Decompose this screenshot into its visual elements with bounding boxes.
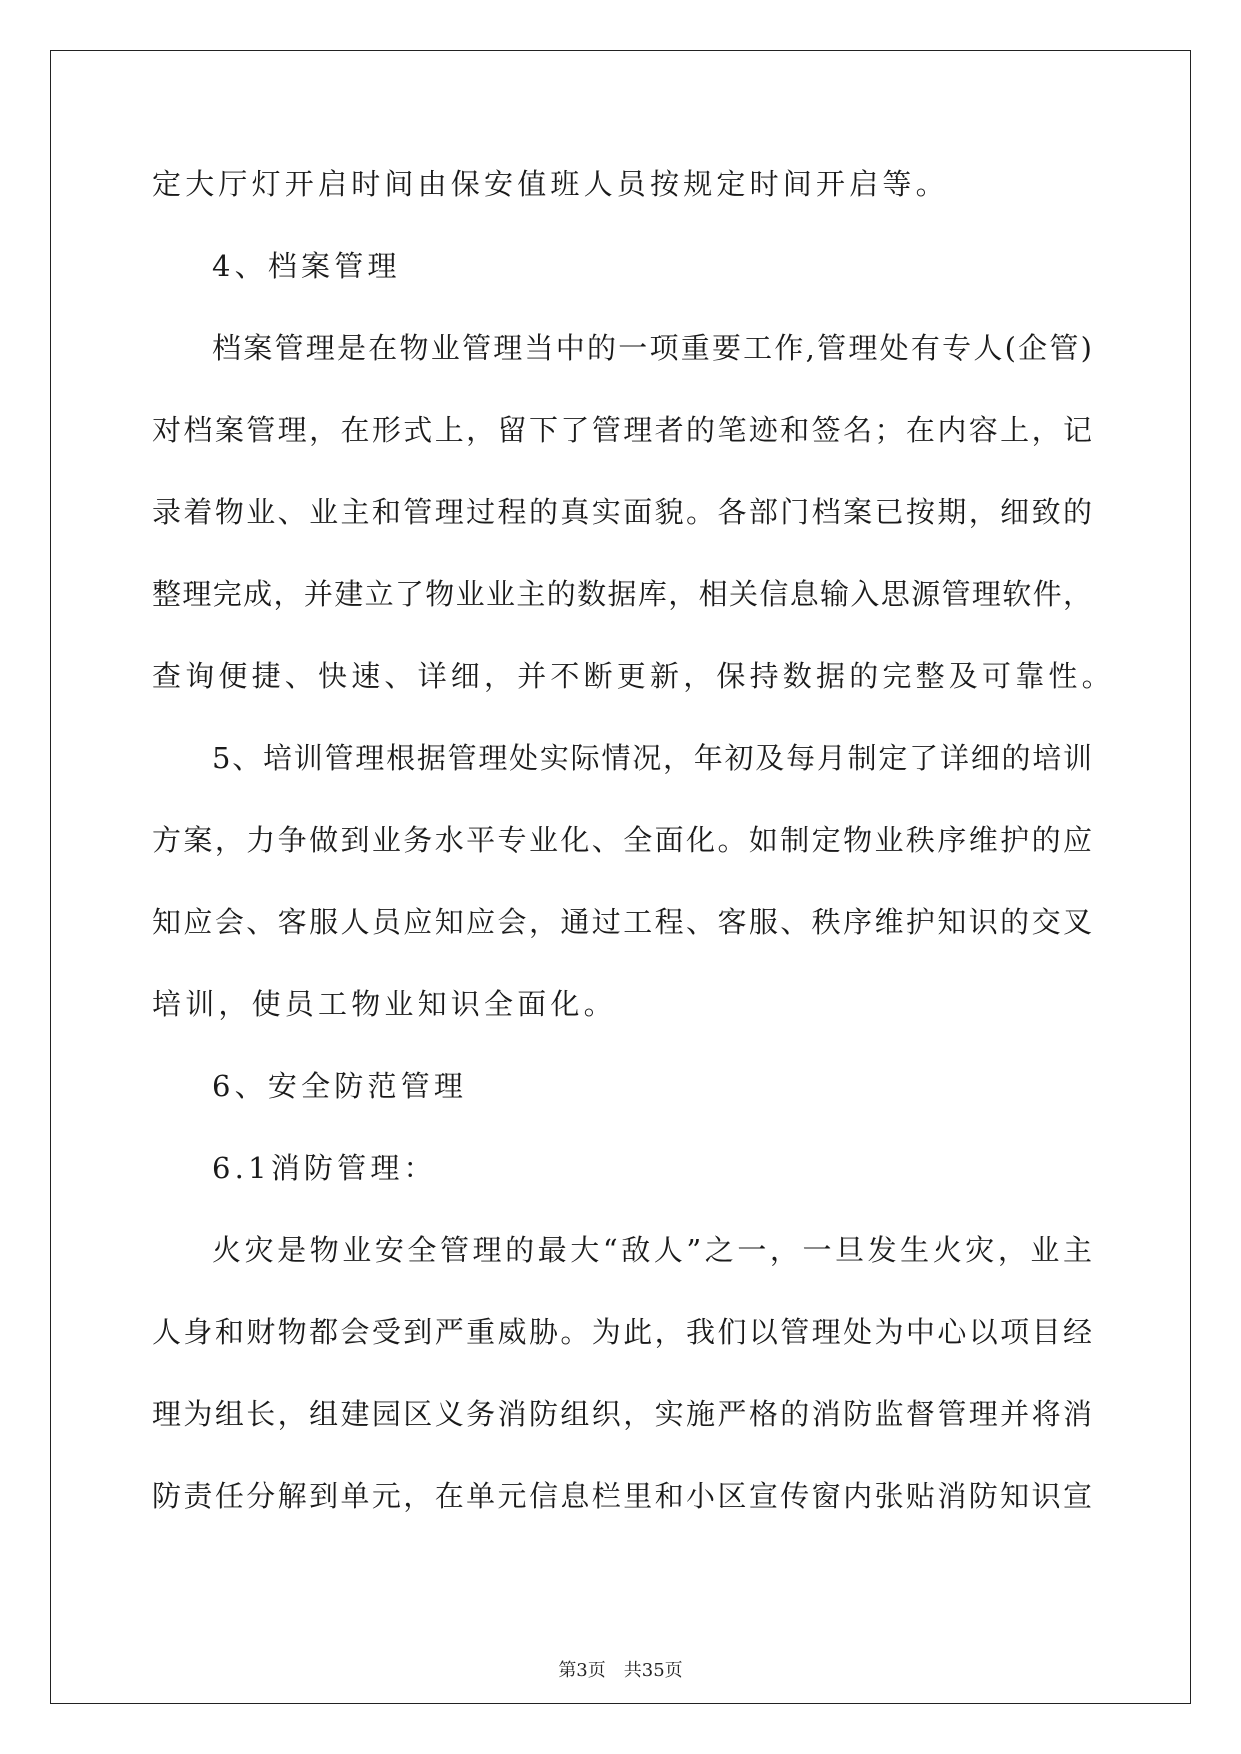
- text-line: 5、培训管理根据管理处实际情况，年初及每月制定了详细的培训: [212, 741, 1092, 775]
- text-line: 理为组长，组建园区义务消防组织，实施严格的消防监督管理并将消: [152, 1397, 1092, 1431]
- text-line: 人身和财物都会受到严重威胁。为此，我们以管理处为中心以项目经: [152, 1315, 1092, 1349]
- page-total: 共35页: [623, 1660, 683, 1681]
- text-line: 对档案管理，在形式上，留下了管理者的笔迹和签名；在内容上，记: [152, 413, 1092, 447]
- text-line: 整理完成，并建立了物业业主的数据库，相关信息输入思源管理软件，: [152, 577, 1092, 611]
- text-line: 6、安全防范管理: [212, 1069, 468, 1103]
- text-line: 6.1消防管理：: [212, 1151, 437, 1185]
- text-line: 火灾是物业安全管理的最大“敌人”之一，一旦发生火灾，业主: [212, 1233, 1092, 1267]
- document-body: [152, 160, 1115, 1554]
- text-line: 档案管理是在物业管理当中的一项重要工作,管理处有专人(企管): [212, 331, 1092, 365]
- text-line: 知应会、客服人员应知应会，通过工程、客服、秩序维护知识的交叉: [152, 905, 1092, 939]
- text-line: 4、档案管理: [212, 249, 401, 283]
- text-line: 方案，力争做到业务水平专业化、全面化。如制定物业秩序维护的应: [152, 823, 1092, 857]
- page-number: 第3页: [558, 1660, 606, 1681]
- text-line: 防责任分解到单元，在单元信息栏里和小区宣传窗内张贴消防知识宣: [152, 1479, 1092, 1513]
- text-line: 培训，使员工物业知识全面化。: [152, 987, 617, 1021]
- text-line: 录着物业、业主和管理过程的真实面貌。各部门档案已按期，细致的: [152, 495, 1092, 529]
- page-footer: [0, 1656, 1241, 1682]
- text-line: 查询便捷、快速、详细，并不断更新，保持数据的完整及可靠性。: [152, 659, 1115, 693]
- text-line: 定大厅灯开启时间由保安值班人员按规定时间开启等。: [152, 167, 949, 201]
